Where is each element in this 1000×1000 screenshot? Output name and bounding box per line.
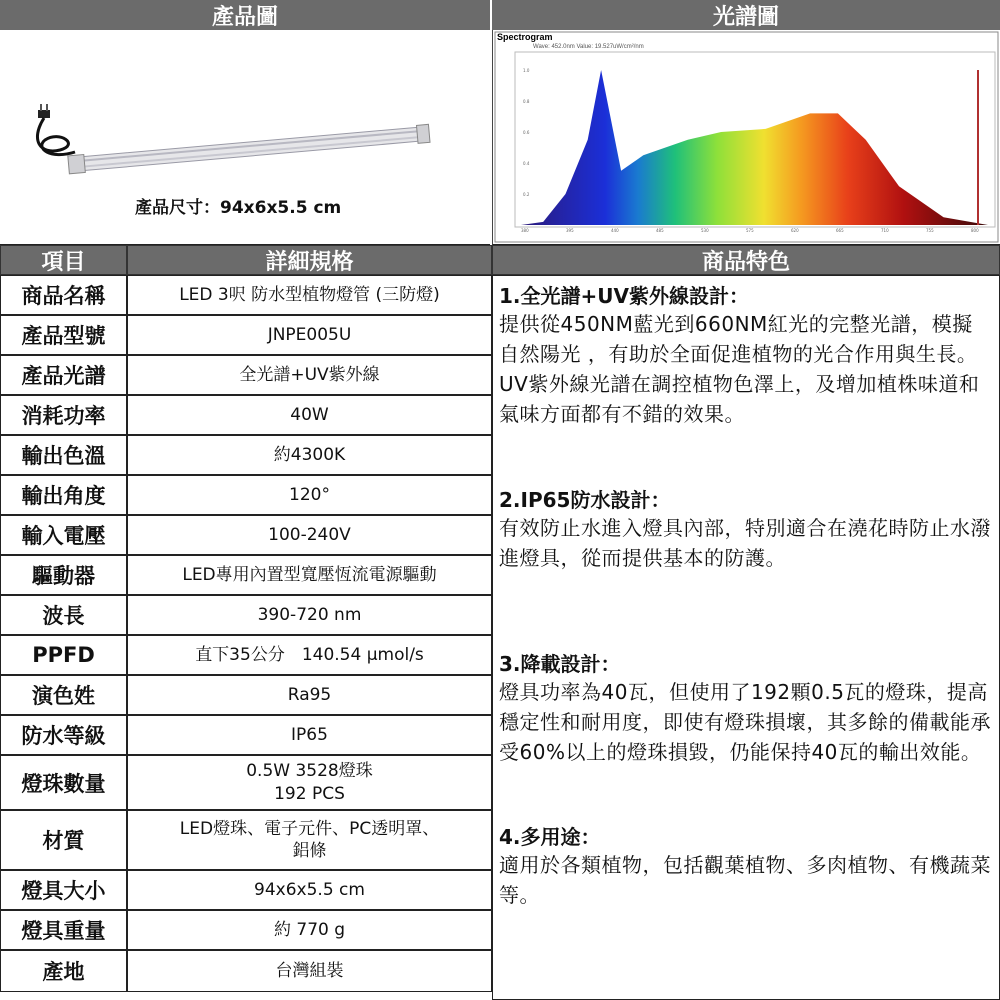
spec-value-line: 100-240V xyxy=(268,524,351,545)
spec-value-line: Ra95 xyxy=(287,684,332,705)
spec-value xyxy=(127,395,492,435)
feature-2-body: 有效防止水進入燈具內部，特別適合在澆花時防止水潑進燈具，從而提供基本的防護。 xyxy=(499,516,991,570)
spec-value-line: 120° xyxy=(289,484,330,505)
spec-label: 輸出角度 xyxy=(0,475,127,515)
spec-label: PPFD xyxy=(0,635,127,675)
spec-label: 產地 xyxy=(0,950,127,992)
spec-value xyxy=(127,275,492,315)
spec-value xyxy=(127,810,492,870)
features-header: 商品特色 xyxy=(492,245,1000,275)
spec-label: 產品光譜 xyxy=(0,355,127,395)
y-tick-label: 0.6 xyxy=(523,130,530,135)
spec-label: 輸出色溫 xyxy=(0,435,127,475)
spec-value-line: LED燈珠、電子元件、PC透明罩、 xyxy=(179,818,440,839)
x-tick-label: 800 xyxy=(971,228,979,233)
spectrum-chart xyxy=(493,30,1000,245)
x-tick-label: 530 xyxy=(701,228,709,233)
spec-value-line: 0.5W 3528燈珠 xyxy=(246,761,373,782)
x-tick-label: 755 xyxy=(926,228,934,233)
product-size-caption: 產品尺寸：94x6x5.5 cm xyxy=(135,198,342,218)
spec-value xyxy=(127,355,492,395)
y-tick-label: 0.4 xyxy=(523,161,530,166)
spec-value-line: LED 3呎 防水型植物燈管 (三防燈) xyxy=(179,284,440,305)
feature-4-title: 4.多用途： xyxy=(499,825,601,849)
x-tick-label: 665 xyxy=(836,228,844,233)
spec-value-line: JNPE005U xyxy=(267,324,352,345)
feature-1 xyxy=(499,280,993,429)
features-panel xyxy=(492,275,1000,1000)
feature-3 xyxy=(499,648,993,767)
spectrum-header: 光譜圖 xyxy=(492,0,1000,30)
spec-value-line: 約4300K xyxy=(273,444,346,465)
x-tick-label: 710 xyxy=(881,228,889,233)
spec-value xyxy=(127,910,492,950)
spec-value xyxy=(127,315,492,355)
spectrum-panel xyxy=(492,30,1000,245)
y-tick-label: 0.2 xyxy=(523,192,530,197)
spec-value-line: 94x6x5.5 cm xyxy=(254,879,365,900)
spec-value xyxy=(127,950,492,992)
spec-label: 燈珠數量 xyxy=(0,755,127,810)
spec-label: 防水等級 xyxy=(0,715,127,755)
spec-value-line: 約 770 g xyxy=(273,919,346,940)
item-header: 項目 xyxy=(0,245,127,275)
x-tick-label: 380 xyxy=(521,228,529,233)
feature-2-title: 2.IP65防水設計： xyxy=(499,488,671,512)
spec-value xyxy=(127,595,492,635)
spec-value-line2: 鋁條 xyxy=(292,841,327,861)
spectrum-area xyxy=(521,70,988,225)
feature-4-body: 適用於各類植物，包括觀葉植物、多肉植物、有機蔬菜等。 xyxy=(499,853,991,907)
x-tick-label: 575 xyxy=(746,228,754,233)
spec-label: 輸入電壓 xyxy=(0,515,127,555)
spec-label: 材質 xyxy=(0,810,127,870)
x-tick-label: 485 xyxy=(656,228,664,233)
spec-value xyxy=(127,475,492,515)
spectrum-subtitle: Wave: 452.0nm Value: 19.527uW/cm²/nm xyxy=(533,44,644,50)
spec-value-line: LED專用內置型寬壓恆流電源驅動 xyxy=(182,564,437,585)
spec-value-line: IP65 xyxy=(291,724,328,745)
spec-value-line: 台灣組裝 xyxy=(275,960,344,981)
spec-value-line: 390-720 nm xyxy=(257,604,362,625)
feature-2 xyxy=(499,484,993,573)
spec-label: 燈具大小 xyxy=(0,870,127,910)
spec-value xyxy=(127,635,492,675)
spec-label: 產品型號 xyxy=(0,315,127,355)
spec-header: 詳細規格 xyxy=(127,245,492,275)
spectrum-title: Spectrogram xyxy=(497,32,553,42)
x-tick-label: 440 xyxy=(611,228,619,233)
feature-1-title: 1.全光譜+UV紫外線設計： xyxy=(499,284,749,308)
product-image-panel xyxy=(0,30,490,245)
spec-label: 演色姓 xyxy=(0,675,127,715)
spec-value xyxy=(127,435,492,475)
feature-3-title: 3.降載設計： xyxy=(499,652,621,676)
spec-label: 驅動器 xyxy=(0,555,127,595)
spec-value xyxy=(127,515,492,555)
spec-value-line: 全光譜+UV紫外線 xyxy=(239,364,380,385)
spec-label: 波長 xyxy=(0,595,127,635)
y-tick-label: 0.8 xyxy=(523,99,530,104)
spec-value xyxy=(127,755,492,810)
feature-3-body: 燈具功率為40瓦，但使用了192顆0.5瓦的燈珠，提高穩定性和耐用度，即使有燈珠損壞，其多餘的備載能承受60%以上的燈珠損毀，仍能保持40瓦的輸出效能。 xyxy=(499,680,991,764)
product-image-header: 產品圖 xyxy=(0,0,490,30)
feature-1-body: 提供從450NM藍光到660NM紅光的完整光譜，模擬自然陽光 ，有助於全面促進植物的光合作用與生長。UV紫外線光譜在調控植物色澤上，及增加植株味道和氣味方面都有不錯的效果。 xyxy=(499,312,980,426)
x-tick-label: 395 xyxy=(566,228,574,233)
spec-label: 消耗功率 xyxy=(0,395,127,435)
spec-value xyxy=(127,870,492,910)
y-tick-label: 1.0 xyxy=(523,68,530,73)
spec-value xyxy=(127,675,492,715)
spec-value-line: 40W xyxy=(290,404,329,425)
spec-label: 商品名稱 xyxy=(0,275,127,315)
spec-value-line2: 192 PCS xyxy=(274,783,345,804)
spec-value-line: 直下35公分 140.54 μmol/s xyxy=(195,644,424,665)
led-tube-image xyxy=(0,30,490,200)
spec-label: 燈具重量 xyxy=(0,910,127,950)
spec-value xyxy=(127,715,492,755)
feature-4 xyxy=(499,821,993,910)
spec-value xyxy=(127,555,492,595)
x-tick-label: 620 xyxy=(791,228,799,233)
